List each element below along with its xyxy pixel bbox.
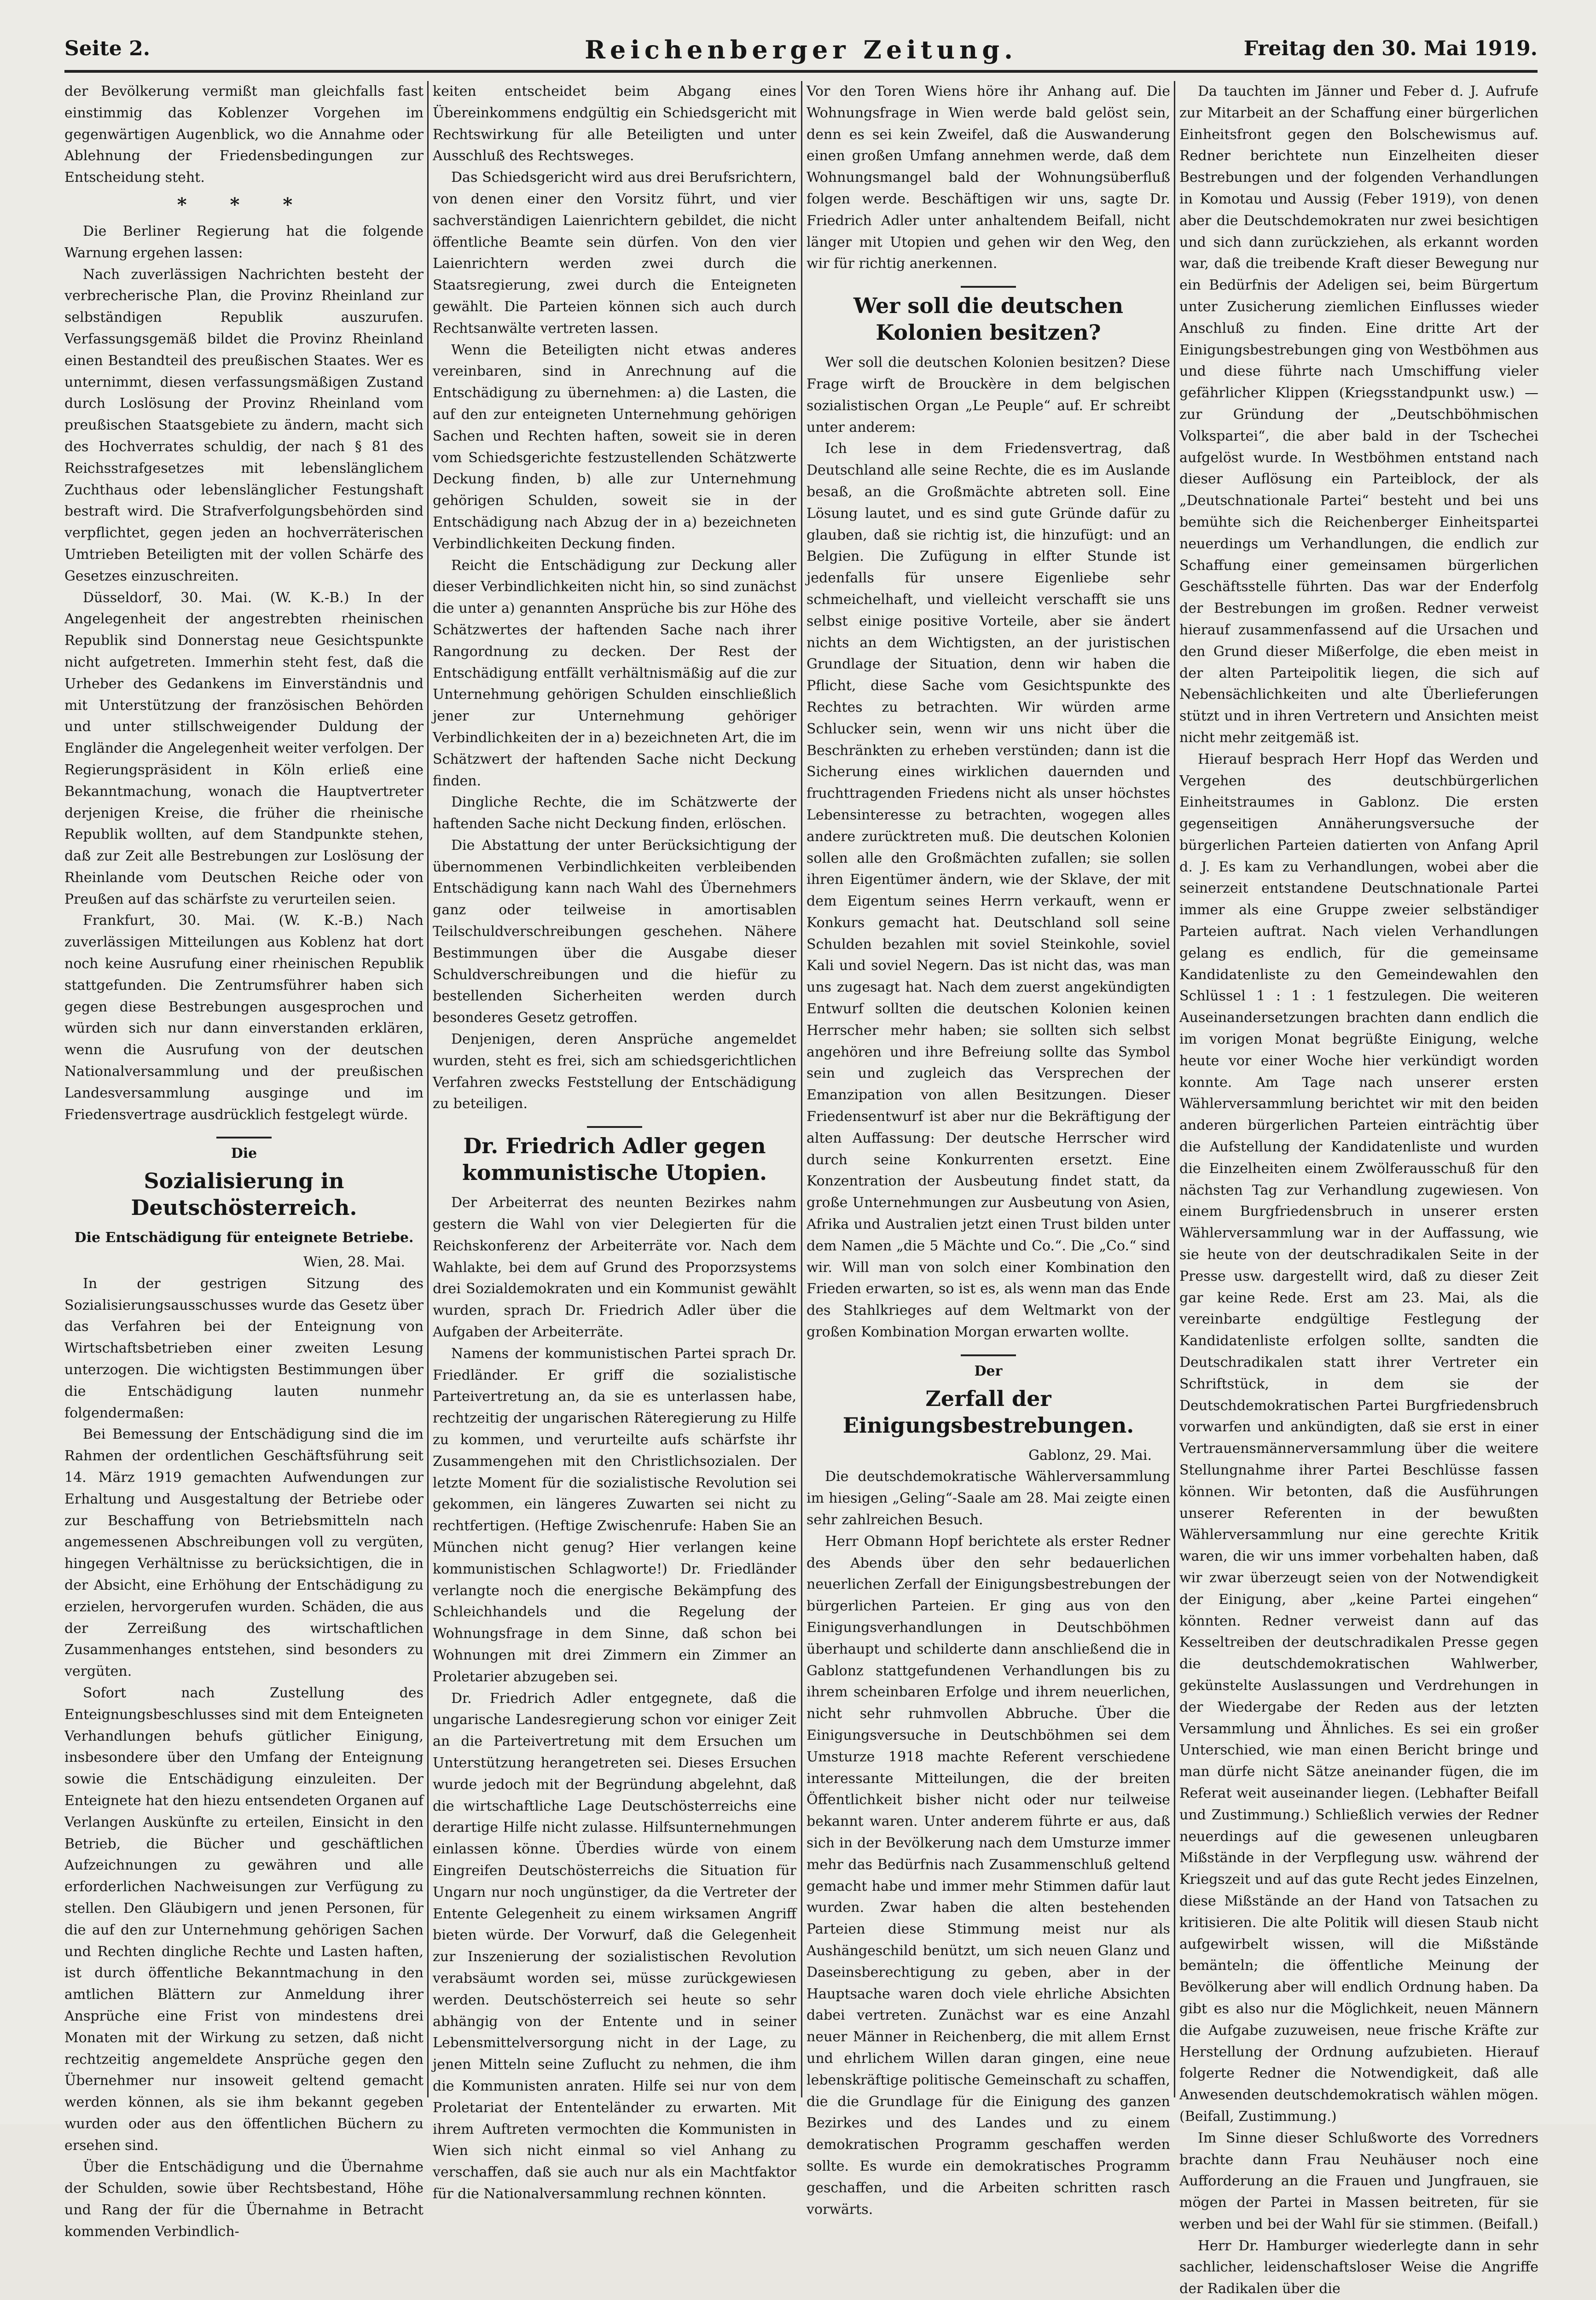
article-text: keiten entscheidet beim Abgang eines Übereinkommens endgültig ein Schiedsgericht mit Rechtswirkung für alle Beteiligten und unter Ausschluß des Rechtsweges. xyxy=(433,83,796,164)
article-text: Vor den Toren Wiens höre ihr Anhang auf. Die Wohnungsfrage in Wien werde bald gelöst sein, denn es sei kein Zweifel, daß die Auswanderung einen großen Umfang annehmen werde, daß dem Wohnungsmangel bald der Wohnungsüberfluß folgen werde. Beschäftigen wir uns, sagte Dr. Friedrich Adler unter anhaltendem Beifall, nicht länger mit Utopien und gehen wir den Weg, den wir für richtig anerkennen. xyxy=(807,83,1170,272)
article-text: Düsseldorf, 30. Mai. (W. K.-B.) In der Angelegenheit der angestrebten rheinischen Republik sind Donnerstag neue Gesichtspunkte nicht aufgetreten. Immerhin steht fest, daß die Urheber des Gedankens im Einverständnis und mit Unterstützung der französischen Behörden und unter stillschweigender Duldung der Engländer die Angelegenheit weiter verfolgen. Der Regierungspräsident in Köln erließ eine Bekanntmachung, wonach die Hauptvertreter derjenigen Kreise, die früher die rheinische Republik wollten, auf dem Standpunkte stehen, daß zur Zeit alle Bestrebungen zur Loslösung der Rheinlande vom Deutschen Reiche oder von Preußen auf das schärfste zu verurteilen seien. xyxy=(64,589,424,907)
article-text: Sofort nach Zustellung des Enteignungsbeschlusses sind mit dem Enteigneten Verhandlungen behufs gütlicher Einigung, insbesondere über den Umfang der Enteignung sowie die Entschädigung einzuleiten. Der Enteignete hat den hiezu entsendeten Organen auf Verlangen Auskünfte zu erteilen, Einsicht in den Betrieb, die Bücher und geschäftlichen Aufzeichnungen zu gewähren und alle erforderlichen Nachweisungen zur Verfügung zu stellen. Den Gläubigern und jenen Personen, für die auf den zur Unternehmung gehörigen Sachen und Rechten dingliche Rechte und Lasten haften, ist durch öffentliche Bekanntmachung in den amtlichen Blättern zur Anmeldung ihrer Ansprüche eine Frist von mindestens drei Monaten mit der Wirkung zu setzen, daß nicht rechtzeitig angemeldete Ansprüche gegen den Übernehmer nur insoweit geltend gemacht werden können, als sie ihm bekannt gegeben wurden oder aus den öffentlichen Büchern zu ersehen sind. xyxy=(64,1684,424,2154)
separator-rule xyxy=(587,1126,642,1128)
article-text: Nach zuverlässigen Nachrichten besteht der verbrecherische Plan, die Provinz Rheinland zur selbständigen Republik auszurufen. Verfassungsgemäß bildet die Provinz Rheinland einen Bestandteil des preußischen Staates. Wer es unternimmt, diesen verfassungsmäßigen Zustand durch Loslösung der Provinz Rheinland vom preußischen Staatsgebiete zu ändern, macht sich des Hochverrates schuldig, der nach § 81 des Reichsstrafgesetzes mit lebenslänglichem Zuchthaus oder lebenslänglicher Festungshaft bestraft wird. Die Strafverfolgungsbehörden sind verpflichtet, gegen jeden an hochverräterischen Umtrieben Beteiligten mit der vollen Schärfe des Gesetzes einzuschreiten. xyxy=(64,266,424,584)
article-text: Das Schiedsgericht wird aus drei Berufsrichtern, von denen einer den Vorsitz führt, und vier sachverständigen Laienrichtern gebildet, die nicht öffentliche Beamte sein dürfen. Von den vier Laienrichtern werden zwei durch die Staatsregierung, zwei durch die Enteigneten gewählt. Die Parteien können sich auch durch Rechtsanwälte vertreten lassen. xyxy=(433,169,796,337)
column-rule xyxy=(1174,81,1175,2097)
article-text: Reicht die Entschädigung zur Deckung aller dieser Verbindlichkeiten nicht hin, so sind zunächst die unter a) genannten Ansprüche bis zur Höhe des Schätzwertes der haftenden Sache nach ihrer Rangordnung zu decken. Der Rest der Entschädigung entfällt verhältnismäßig auf die zur Unternehmung gehörigen Schulden einschließlich jener zur Unternehmung gehöriger Verbindlichkeiten der in a) bezeichneten Art, die im Schätzwert der haftenden Sache nicht Deckung finden. xyxy=(433,557,796,789)
column-rule xyxy=(801,81,802,2097)
subheadline: Die Entschädigung für enteignete Betriebe. xyxy=(74,1230,414,1246)
article-text: Herr Obmann Hopf berichtete als erster Redner des Abends über den sehr bedauerlichen neuerlichen Zerfall der Einigungsbestrebungen der bürgerlichen Parteien. Er ging aus von den Einigungsverhandlungen in Deutschböhmen überhaupt und schilderte dann anschließend die in Gablonz stattgefundenen Verhandlungen bis zu ihrem scheinbaren Erfolge und ihrem neuerlichen, nicht sehr ruhmvollen Abbruche. Über die Einigungsversuche in Deutschböhmen sei dem Umsturze 1918 machte Referent verschiedene interessante Mitteilungen, die der breiten Öffentlichkeit bisher nicht oder nur teilweise bekannt waren. Unter anderem führte er aus, daß sich in der Bevölkerung nach dem Umsturze immer mehr das Bedürfnis nach Zusammenschluß geltend gemacht habe und immer mehr Stimmen dafür laut wurden. Zwar haben die alten bestehenden Parteien diese Stimmung meist nur als Aushängeschild benützt, um sich neuen Glanz und Daseinsberechtigung zu geben, aber in der Hauptsache waren doch viele ehrliche Absichten dabei vertreten. Zunächst war es eine Anzahl neuer Männer in Reichenberg, die mit allem Ernst und ehrlichem Willen daran gingen, eine neue lebenskräftige politische Gemeinschaft zu schaffen, die die Grundlage für die Einigung des ganzen Bezirkes und des Landes und zu einem demokratischen Programm geschaffen werden sollte. Es wurde ein demokratisches Programm geschaffen, und die Arbeiten schritten rasch vorwärts. xyxy=(807,1533,1170,2218)
section-stars: * * * xyxy=(177,193,311,215)
article-text: Dr. Friedrich Adler entgegnete, daß die ungarische Landesregierung schon vor einiger Zeit an die Parteivertretung mit dem Ersuchen um Unterstützung herangetreten sei. Dieses Ersuchen wurde jedoch mit der Begründung abgelehnt, daß die wirtschaftliche Lage Deutschösterreichs eine derartige Hilfe nicht zulasse. Hilfsunternehmungen einlassen könne. Überdies würde von einem Eingreifen Deutschösterreichs die Situation für Ungarn nur noch ungünstiger, da die Vertreter der Entente Gelegenheit zu einem wirksamen Angriff bieten würde. Der Vorwurf, daß die Gelegenheit zur Inszenierung der sozialistischen Revolution verabsäumt worden sei, müsse zurückgewiesen werden. Deutschösterreich sei heute so sehr abhängig von der Entente und in seiner Lebensmittelversorgung nicht in der Lage, zu jenen Mitteln seine Zuflucht zu nehmen, die ihm die Kommunisten anraten. Hilfe sei nur von dem Proletariat der Ententeländer zu erwarten. Mit ihrem Auftreten vermochten die Kommunisten in Wien sich nicht einmal so viel Anhang zu verschaffen, daß sie auch nur als ein Machtfaktor für die Nationalversammlung rechnen könnten. xyxy=(433,1690,796,2202)
article-text: Da tauchten im Jänner und Feber d. J. Aufrufe zur Mitarbeit an der Schaffung einer bürgerlichen Einheitsfront gegen den Bolschewismus auf. Redner berichtete nun Einzelheiten dieser Bestrebungen und der folgenden Verhandlungen in Komotau und Aussig (Feber 1919), von denen aber die Deutschdemokraten nur zwei besichtigen und sich dann zurückziehen, als erkannt worden war, daß die treibende Kraft dieser Bewegung nur ein Bedürfnis der Adeligen sei, beim Bürgertum unter Zusicherung ziemlichen Einflusses wieder Anschluß zu finden. Eine dritte Art der Einigungsbestrebungen ging von Westböhmen aus und diese führte nach Umschiffung vieler gefährlicher Klippen (Kriegsstandpunkt usw.) — zur Gründung der „Deutschböhmischen Volkspartei“, die aber bald in der Tschechei aufgelöst wurde. In Westböhmen entstand nach dieser Auflösung ein Parteiblock, der als „Deutschnationale Partei“ besteht und bei uns bemühte sich die Reichenberger Einheitspartei neuerdings um Verhandlungen, die endlich zur Schaffung einer gemeinsamen bürgerlichen Geschäftsstelle führten. Das war der Enderfolg der Bestrebungen im großen. Redner verweist hierauf zusammenfassend auf die Ursachen und den Grund dieser Mißerfolge, die eben meist in der alten Parteipolitik liegen, die sich auf Nebensächlichkeiten und alte Überlieferungen stützt und in ihren Vertretern und Ansichten meist nicht mehr zeitgemäß ist. xyxy=(1179,83,1538,746)
article-text: Denjenigen, deren Ansprüche angemeldet wurden, steht es frei, sich am schiedsgerichtlichen Verfahren zwecks Feststellung der Entschädigung zu beteiligen. xyxy=(433,1031,796,1112)
column-rule xyxy=(427,81,429,2097)
page-header xyxy=(64,33,1538,73)
column-1 xyxy=(64,81,424,2240)
article-text: Die deutschdemokratische Wählerversammlung im hiesigen „Geling“-Saale am 28. Mai zeigte einen sehr zahlreichen Besuch. xyxy=(807,1469,1170,1528)
article-text: Frankfurt, 30. Mai. (W. K.-B.) Nach zuverlässigen Mitteilungen aus Koblenz hat dort noch keine Ausrufung einer rheinischen Republik stattgefunden. Die Zentrumsführer haben sich gegen diese Bestrebungen ausgesprochen und würden sich nur dann einverstanden erklären, wenn die Ausrufung von der deutschen Nationalversammlung und der preußischen Landesversammlung ausginge und im Friedensvertrage ausdrücklich festgelegt würde. xyxy=(64,912,424,1123)
dateline: Wien, 28. Mai. xyxy=(303,1254,405,1271)
article-text: Bei Bemessung der Entschädigung sind die im Rahmen der ordentlichen Geschäftsführung seit 14. März 1919 gemachten Aufwendungen zur Erhaltung und Ausgestaltung der Betriebe oder zur Beschaffung von Betriebsmitteln nach angemessenen Abschreibungen voll zu vergüten, hingegen Verhältnisse zu berücksichtigen, die in der Absicht, eine Erhöhung der Entschädigung zu erzielen, hervorgerufen wurden. Schäden, die aus der Zerreißung des wirtschaftlichen Zusammenhanges entstehen, sind besonders zu vergüten. xyxy=(64,1426,424,1680)
article-text: Die Berliner Regierung hat die folgende Warnung ergehen lassen: xyxy=(64,223,424,261)
article-text: der Bevölkerung vermißt man gleichfalls fast einstimmig das Koblenzer Vorgehen im gegenwärtigen Augenblick, wo die Annahme oder Ablehnung der Friedensbedingungen zur Entscheidung steht. xyxy=(64,83,424,186)
masthead: Reichenberger Zeitung. xyxy=(585,35,1017,64)
headline-kicker: Der xyxy=(974,1363,1003,1379)
separator-rule xyxy=(216,1137,272,1138)
page-number: Seite 2. xyxy=(64,37,151,60)
article-text: Über die Entschädigung und die Übernahme der Schulden, sowie über Rechtsbestand, Höhe und Rang der für die Übernahme in Betracht kommenden Verbindlich- xyxy=(64,2159,424,2240)
article-text: Der Arbeiterrat des neunten Bezirkes nahm gestern die Wahl von vier Delegierten für die Reichskonferenz der Arbeiterräte vor. Nach dem Wahlakte, bei dem auf Grund des Proporzsystems drei Sozialdemokraten und ein Kommunist gewählt wurden, sprach Dr. Friedrich Adler über die Aufgaben der Arbeiterräte. xyxy=(433,1195,796,1341)
article-text: Namens der kommunistischen Partei sprach Dr. Friedländer. Er griff die sozialistische Parteivertretung an, da sie es unterlassen habe, rechtzeitig der ungarischen Räteregierung zu Hilfe zu kommen, und verurteilte aufs schärfste ihr Zusammengehen mit den Christlichsozialen. Der letzte Moment für die sozialistische Revolution sei gekommen, ein längeres Zuwarten sei nicht zu rechtfertigen. (Heftige Zwischenrufe: Haben Sie an München nicht genug? Hier verlangen keine kommunistischen Schlagworte!) Dr. Friedländer verlangte noch die energische Bekämpfung des Schleichhandels und die Regelung der Wohnungsfrage in dem Sinne, daß schon bei Wohnungen mit drei Zimmern ein Zimmer an Proletarier abzugeben sei. xyxy=(433,1345,796,1685)
issue-date: Freitag den 30. Mai 1919. xyxy=(1243,37,1538,60)
dateline: Gablonz, 29. Mai. xyxy=(1028,1447,1152,1464)
column-3 xyxy=(807,81,1170,2218)
article-text: Wenn die Beteiligten nicht etwas anderes vereinbaren, sind in Anrechnung auf die Entschädigung zu übernehmen: a) die Lasten, die auf den zur enteigneten Unternehmung gehörigen Sachen und Rechten haften, soweit sie in deren vom Schiedsgerichte festzustellenden Schätzwerte Deckung finden, b) alle zur Unternehmung gehörigen Schulden, soweit sie in der Entschädigung nach Abzug der in a) bezeichneten Verbindlichkeiten Deckung finden. xyxy=(433,342,796,552)
headline-kicker: Die xyxy=(231,1145,257,1162)
article-text: Hierauf besprach Herr Hopf das Werden und Vergehen des deutschbürgerlichen Einheitstraumes in Gablonz. Die ersten gegenseitigen Annäherungsversuche der bürgerlichen Parteien datierten von Anfang April d. J. Es kam zu Verhandlungen, wobei aber die seinerzeit entstandene Deutschnationale Partei immer als eine Gruppe zweier selbständiger Parteien auftrat. Nach vielen Verhandlungen gelang es endlich, für die gemeinsame Kandidatenliste zu den Gemeindewahlen den Schlüssel 1 : 1 : 1 festzulegen. Die weiteren Auseinandersetzungen brachten dann endlich die im vorigen Monat begrüßte Einigung, welche heute vor einer Woche hier verkündigt worden konnte. Am Tage nach unserer ersten Wählerversammlung berichtet wir mit den beiden anderen bürgerlichen Parteien einträchtig über die Aufstellung der Kandidatenliste und wurden die Einzelheiten einem Zwölferausschuß für den nächsten Tag zur Verhandlung zugewiesen. Von einem Burgfriedensbruch in unserer ersten Wählerversammlung war in der Auffassung, wie sie heute von der deutschradikalen Seite in der Presse usw. dargestellt wird, daß zu dieser Zeit gar keine Rede. Erst am 23. Mai, als die vereinbarte endgültige Festlegung der Kandidatenliste erfolgen sollte, sandten die Deutschradikalen statt ihrer Vertreter ein Schriftstück, in dem sie der Deutschdemokratischen Partei Burgfriedensbruch vorwarfen und ankündigten, daß sie erst in einer Vertrauensmännerversammlung über die weitere Stellungnahme ihrer Partei Beschlüsse fassen können. Wir betonten, daß die Ausführungen unserer Referenten in der bewußten Wählerversammlung nur eine gerechte Kritik waren, die wir uns immer vorbehalten haben, daß wir zwar überzeugt seien von der Notwendigkeit der Einigung, aber „keine Partei eingehen“ könnten. Redner verweist dann auf das Kesseltreiben der deutschradikalen Presse gegen die deutschdemokratischen Wahlwerber, gekünstelte Auslassungen und Verdrehungen in der Wiedergabe der Reden aus der letzten Versammlung und Ähnliches. Es sei ein großer Unterschied, wie man einen Bericht bringe und man dürfe nicht Sätze aneinander fügen, die im Referat weit auseinander liegen. (Lebhafter Beifall und Zustimmung.) Schließlich verwies der Redner neuerdings auf die gewesenen unleugbaren Mißstände in der Verpflegung usw. während der Kriegszeit und auf das gute Recht jedes Einzelnen, diese Mißstände an der Hand von Tatsachen zu kritisieren. Die alte Politik will diesen Staub nicht aufgewirbelt wissen, will die Mißstände bemänteln; die öffentliche Meinung der Bevölkerung aber will endlich Ordnung haben. Da gibt es also nur die Möglichkeit, neuen Männern die Aufgabe zuzuweisen, neue frische Kräfte zur Herstellung der Ordnung aufzubieten. Hierauf folgerte Redner die Notwendigkeit, daß alle Anwesenden deutschdemokratisch wählen mögen. (Beifall, Zustimmung.) xyxy=(1179,751,1538,2125)
headline: Wer soll die deutschen Kolonien besitzen? xyxy=(853,293,1124,345)
article-text: Im Sinne dieser Schlußworte des Vorredners brachte dann Frau Neuhäuser noch eine Aufforderung an die Frauen und Jungfrauen, sie mögen der Partei in Massen beitreten, für sie werben und bei der Wahl für sie stimmen. (Beifall.) xyxy=(1179,2130,1538,2232)
headline: Sozialisierung in Deutschösterreich. xyxy=(131,1168,357,1220)
column-2 xyxy=(433,81,796,2202)
article-text: Ich lese in dem Friedensvertrag, daß Deutschland alle seine Rechte, die es im Auslande besaß, an die Großmächte abtreten soll. Eine Lösung lautet, und es sind gute Gründe dafür zu glauben, daß sie richtig ist, die hinzufügt: und an Belgien. Die Zufügung in elfter Stunde ist jedenfalls für unsere Eigenliebe sehr schmeichelhaft, und vielleicht verschafft sie uns selbst einige positive Vorteile, aber sie ändert nichts an dem Wichtigsten, an der juristischen Grundlage der Situation, denn wir haben die Pflicht, diese Sache vom Gesichtspunkte des Rechtes zu betrachten. Wir würden arme Schlucker sein, wenn wir uns nicht über die Beschränkten zu erheben verstünden; dann ist die Sicherung eines wirklichen dauernden und fruchttragenden Friedens nicht als unser höchstes Lebensinteresse zu betrachten, wogegen alles andere zurücktreten muß. Die deutschen Kolonien sollen alle den Großmächten zufallen; sie sollen ihren Eigentümer ändern, wie der Sklave, der mit dem Eigentum seines Herrn verkauft, wenn er Konkurs gemacht hat. Deutschland soll seine Schulden bezahlen mit soviel Steinkohle, soviel Kali und soviel Negern. Das ist nicht das, was man uns zugesagt hat. Nach dem zuerst angekündigten Entwurf sollten die deutschen Kolonien keinen Herrscher mehr haben; sie sollten sich selbst angehören und ihre Befreiung sollte das Symbol sein und zugleich das Versprechen der Emanzipation von allen Besitzungen. Dieser Friedensentwurf ist aber nur die Bekräftigung der alten Auffassung: Der deutsche Herrscher wird durch seine Konkurrenten ersetzt. Eine Konzentration der Ausbeutung findet statt, da große Unternehmungen zur Ausbeutung von Asien, Afrika und Australien jetzt einen Trust bilden unter dem Namen „die 5 Mächte und Co.“. Die „Co.“ sind wir. Will man von solch einer Kombination den Frieden erwarten, so ist es, als wenn man das Ende des Stahlkrieges auf dem Weltmarkt von der großen Kombination Morgan erwarten wollte. xyxy=(807,441,1170,1341)
separator-rule xyxy=(961,286,1016,288)
article-text: Die Abstattung der unter Berücksichtigung der übernommenen Verbindlichkeiten verbleibenden Entschädigung kann nach Wahl des Übernehmers ganz oder teilweise in amortisablen Teilschuldverschreibungen geschehen. Nähere Bestimmungen über die Ausgabe dieser Schuldverschreibungen und die hiefür zu bestellenden Sicherheiten werden durch besonderes Gesetz getroffen. xyxy=(433,837,796,1026)
article-text: Dingliche Rechte, die im Schätzwerte der haftenden Sache nicht Deckung finden, erlöschen. xyxy=(433,794,796,832)
article-text: In der gestrigen Sitzung des Sozialisierungsausschusses wurde das Gesetz über das Verfahren bei der Enteignung von Wirtschaftsbetrieben einer zweiten Lesung unterzogen. Die wichtigsten Bestimmungen über die Entschädigung lauten nunmehr folgendermaßen: xyxy=(64,1275,424,1421)
headline: Zerfall der Einigungsbestrebungen. xyxy=(842,1386,1134,1438)
article-text: Herr Dr. Hamburger wiederlegte dann in sehr sachlicher, leidenschaftsloser Weise die Angriffe der Radikalen über die xyxy=(1179,2237,1538,2297)
column-4 xyxy=(1179,81,1538,2297)
separator-rule xyxy=(961,1354,1016,1356)
headline: Dr. Friedrich Adler gegen kommunistische Utopien. xyxy=(462,1133,767,1185)
article-text: Wer soll die deutschen Kolonien besitzen? Diese Frage wirft de Brouckère in dem belgischen sozialistischen Organ „Le Peuple“ auf. Er schreibt unter anderem: xyxy=(807,354,1170,436)
